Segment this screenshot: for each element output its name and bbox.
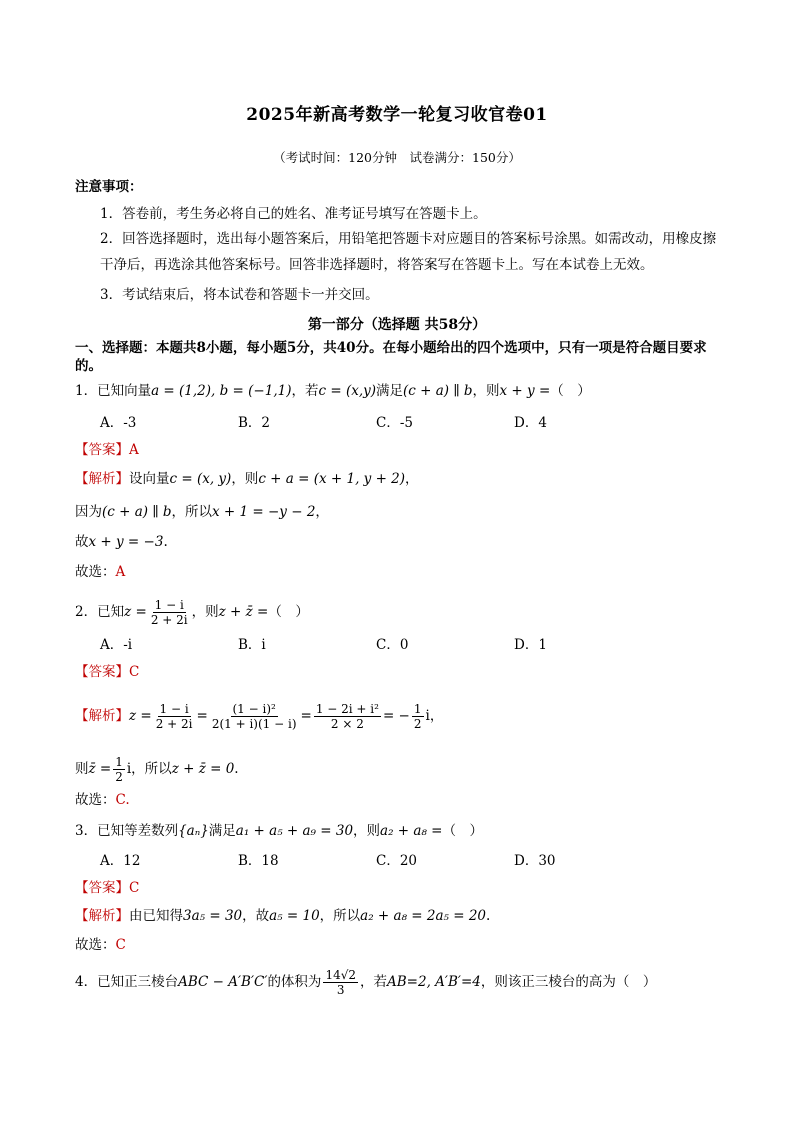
fraction: $\frac{1}{2}$: [115, 755, 123, 784]
fraction: $\frac{1 - i}{2 + 2i}$: [150, 598, 188, 627]
question-1-answer: 【答案】A: [75, 442, 139, 458]
option-a: A．-i: [100, 637, 133, 653]
notice-item-2: 2．回答选择题时，选出每小题答案后，用铅笔把答题卡对应题目的答案标号涂黑。如需改动，用橡皮擦干净后，再选涂其他答案标号。回答非选择题时，将答案写在答题卡上。写在本试卷上无效。: [100, 231, 717, 273]
option-a: A．12: [100, 853, 141, 869]
option-b: B．2: [238, 415, 271, 431]
exam-title: 2025年新高考数学一轮复习收官卷01: [246, 105, 548, 125]
question-2-analysis: 【解析】z = $\frac{1 - i}{2 + 2i}$ = $\frac{\text{(1 − i)²}}{2(1 + i)(1 - i)}$ = $\frac{\text{1 − 2i + i²}}{2 \times 2}$ = − $\frac{1}{2}$ i，: [75, 702, 444, 731]
question-4-stem: 4．已知正三棱台ABC − A′B′C′的体积为 $\frac{14√2}{3}$ ，若AB=2, A′B′=4，则该正三棱台的高为（ ）: [75, 968, 657, 997]
question-1-analysis: 【解析】设向量c = (x, y)，则c + a = (x + 1, y + 2)，: [75, 471, 419, 487]
option-d: D．30: [514, 853, 556, 869]
option-c: C．0: [376, 637, 409, 653]
question-3-final: 故选：C: [75, 937, 126, 953]
question-1-final: 故选：A: [75, 564, 126, 580]
section-title: 第一部分（选择题 共58分）: [307, 317, 487, 333]
option-d: D．1: [514, 637, 547, 653]
fraction: $\frac{14√2}{3}$: [325, 968, 356, 997]
fraction: $\frac{\text{(1 − i)²}}{2(1 + i)(1 - i)}$: [211, 702, 297, 731]
question-3-stem: 3．已知等差数列{aₙ}满足a₁ + a₅ + a₉ = 30，则a₂ + a₈ =（ ）: [75, 823, 483, 839]
fraction: $\frac{1}{2}$: [413, 702, 422, 731]
exam-subtitle: （考试时间：120分钟 试卷满分：150分）: [273, 150, 521, 165]
question-3-options: [100, 852, 652, 870]
question-1-analysis-line-2: 因为(c + a) ∥ b，所以x + 1 = −y − 2，: [75, 504, 329, 520]
question-2-final: 故选：C.: [75, 792, 130, 808]
option-c: C．20: [376, 853, 418, 869]
question-2-answer: 【答案】C: [75, 664, 140, 680]
question-1-stem: 1．已知向量a = (1,2), b = (−1,1)，若c = (x,y)满足(c + a) ∥ b，则x + y =（ ）: [75, 383, 591, 399]
question-1-options: [100, 414, 652, 432]
question-2-analysis-line-2: 则z̄ = $\frac{1}{2}$ i，所以z + z̄ = 0.: [75, 755, 239, 784]
question-3-answer: 【答案】C: [75, 880, 140, 896]
question-3-analysis: 【解析】由已知得3a₅ = 30，故a₅ = 10，所以a₂ + a₈ = 2a₅ = 20.: [75, 908, 491, 924]
option-b: B．i: [238, 637, 266, 653]
fraction: $\frac{1 - i}{2 + 2i}$: [155, 702, 193, 731]
notice-item-1: 1．答卷前，考生务必将自己的姓名、准考证号填写在答题卡上。: [100, 206, 487, 222]
notice-heading: 注意事项：: [75, 179, 143, 195]
part-header: 一、选择题：本题共8小题，每小题5分，共40分。在每小题给出的四个选项中，只有一项是符合题目要求的。: [75, 340, 707, 374]
fraction: $\frac{\text{1 − 2i + i²}}{2 \times 2}$: [315, 702, 379, 731]
option-d: D．4: [514, 415, 547, 431]
question-1-analysis-line-3: 故x + y = −3.: [75, 534, 168, 550]
option-c: C．-5: [376, 415, 413, 431]
question-2-options: [100, 636, 652, 654]
notice-item-3: 3．考试结束后，将本试卷和答题卡一并交回。: [100, 287, 379, 303]
option-b: B．18: [238, 853, 279, 869]
option-a: A．-3: [100, 415, 137, 431]
question-2-stem: 2．已知z = $\frac{1 - i}{2 + 2i}$ ，则z + z̄ =（ ）: [75, 598, 309, 627]
